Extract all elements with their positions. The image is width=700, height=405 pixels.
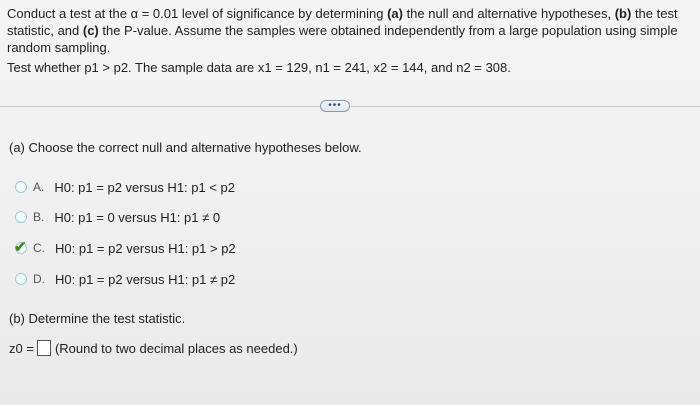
intro-text-1: Conduct a test at the (7, 6, 131, 21)
option-c-text: H0: p1 = p2 versus H1: p1 > p2 (55, 240, 236, 256)
radio-c-icon[interactable] (14, 239, 27, 256)
radio-d-icon[interactable] (15, 273, 27, 285)
option-d[interactable] (15, 270, 235, 288)
alpha-expression: α = 0.01 (130, 6, 179, 21)
radio-a-icon[interactable] (15, 181, 27, 193)
part-b-title: (b) Determine the test statistic. (9, 311, 186, 326)
checkmark-icon: ✔ (14, 239, 27, 256)
expand-more-button[interactable]: ••• (320, 100, 350, 112)
answer-row (9, 340, 298, 356)
option-a-text: H0: p1 = p2 versus H1: p1 < p2 (54, 179, 236, 195)
intro-text-3: the null and alternative hypotheses, (402, 6, 615, 21)
option-d-letter: D. (33, 272, 45, 286)
sample-data-line: Test whether p1 > p2. The sample data are x1 = 129, n1 = 241, x2 = 144, and n2 = 308. (7, 60, 511, 75)
z0-label: z0 = (9, 340, 34, 356)
tag-b: (b) (614, 6, 632, 21)
option-c-letter: C. (33, 241, 45, 255)
radio-b-icon[interactable] (15, 211, 27, 223)
option-b-letter: B. (33, 210, 45, 224)
part-a-title: (a) Choose the correct null and alternative hypotheses below. (9, 140, 362, 155)
problem-statement (7, 5, 687, 76)
option-a[interactable] (15, 178, 235, 196)
option-c[interactable] (15, 239, 236, 257)
intro-text-2: level of significance by determining (178, 6, 388, 21)
option-d-text: H0: p1 = p2 versus H1: p1 ≠ p2 (55, 271, 236, 287)
intro-text-5: the P-value. Assume the samples were obtained independently from a large population using simple random sampling. (7, 23, 678, 55)
tag-c: (c) (82, 23, 99, 38)
tag-a: (a) (387, 6, 403, 21)
problem-intro (7, 5, 687, 56)
option-b-text: H0: p1 = 0 versus H1: p1 ≠ 0 (54, 209, 221, 225)
section-divider (0, 106, 700, 107)
rounding-hint: (Round to two decimal places as needed.) (54, 340, 298, 356)
option-b[interactable] (15, 208, 220, 226)
intro-text-4: the test statistic, and (7, 6, 678, 38)
z0-answer-input[interactable] (37, 340, 51, 356)
option-a-letter: A. (33, 180, 45, 194)
